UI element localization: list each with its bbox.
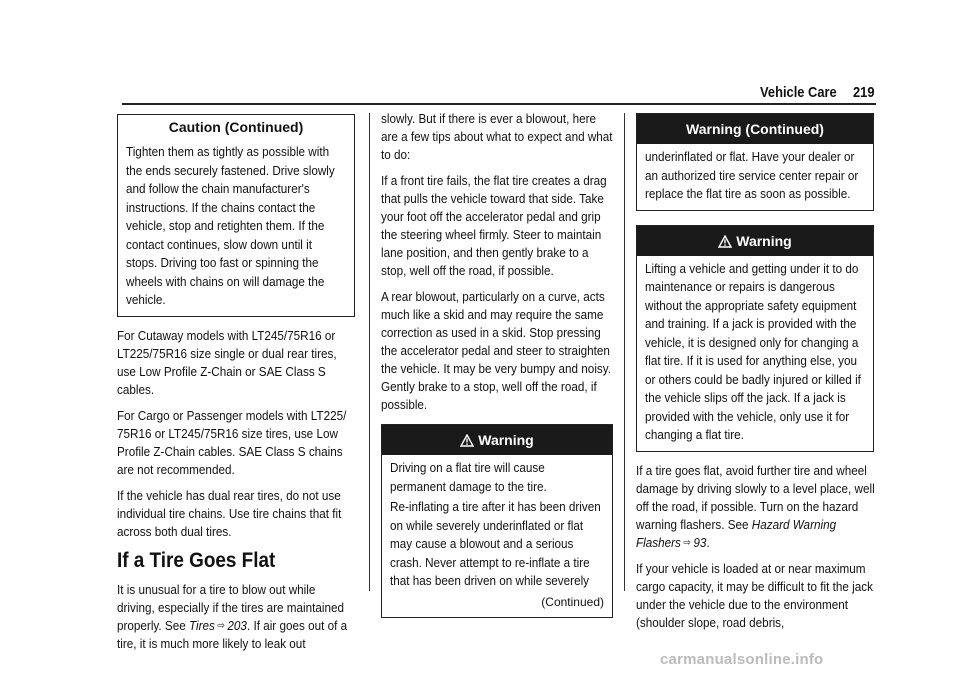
warning-triangle-icon <box>460 434 474 447</box>
warning-triangle-icon <box>718 235 732 248</box>
cross-reference-link[interactable]: Hazard Warning Flashers <box>636 516 837 550</box>
paragraph <box>117 407 355 479</box>
paragraph <box>117 327 355 399</box>
paragraph <box>636 462 876 553</box>
warning-text: Lifting a vehicle and getting under it to do maintenance or repairs is dangerous without the appropriate safety equipment and training. If a jack is provided with the vehicle, it is designed only for changing a flat tire. If it is used for anything else, you or others could be badly injured or killed if the vehicle slips off the jack. If a jack is provided with the vehicle, only use it for changing a flat tire. <box>645 260 861 442</box>
warning-header <box>637 226 873 256</box>
caution-text-body: Tighten them as tightly as possible with the ends securely fastened. Drive slowly and follow the chain manufacturer's instructions. If the chains contact the vehicle, stop and retighten them. If the contact continues, slow down until it stops. Driving too fast or spinning the wheels with chains on will damage the vehicle. <box>126 144 335 307</box>
column-divider <box>624 113 625 591</box>
paragraph-text <box>636 462 876 553</box>
column-1 <box>117 114 355 661</box>
paragraph-text <box>117 581 355 654</box>
page-number: 219 <box>853 84 875 101</box>
reference-arrow-icon: ⇨ <box>214 620 228 632</box>
caution-box <box>117 114 355 317</box>
warning-title: Warning <box>736 232 792 249</box>
paragraph-text: For Cargo or Passenger models with LT225/ 75R16 or LT245/75R16 size tires, use Low Profile Z-Chain cables. SAE Class S chains are not recommended. <box>117 407 347 477</box>
section-title: Vehicle Care <box>760 84 837 101</box>
paragraph <box>390 498 604 591</box>
text-run: . <box>706 534 710 550</box>
warning-continued-box <box>636 113 874 211</box>
paragraph <box>381 172 613 280</box>
column-2 <box>381 110 613 618</box>
watermark: carmanualsonline.info <box>660 651 824 668</box>
paragraph-text: If a front tire fails, the flat tire creates a drag that pulls the vehicle toward that side. Take your foot off the accelerator pedal and grip the steering wheel firmly. Steer to maintain lane position, and then gently brake to a stop, well off the road, if possible. <box>381 173 607 278</box>
paragraph-text: slowly. But if there is ever a blowout, here are a few tips about what to expect and what to do: <box>381 111 613 162</box>
continued-label: (Continued) <box>541 594 604 609</box>
warning-box <box>381 424 613 618</box>
paragraph-text: If your vehicle is loaded at or near maximum cargo capacity, it may be difficult to fit the jack under the vehicle due to the environment (shoulder slope, road debris, <box>636 561 873 631</box>
header-rule <box>122 103 876 105</box>
paragraph <box>117 581 355 654</box>
paragraph-text: A rear blowout, particularly on a curve, acts much like a skid and may require the same correction as used in a skid. Stop pressing the accelerator pedal and steer to straighten the vehicle. It may be very bumpy and noisy. Gently brake to a stop, well off the road, if possible. <box>381 289 612 412</box>
text-run: . If air goes out of a tire, it is much more likely to leak out <box>117 617 348 652</box>
warning-text: Re-inflating a tire after it has been driven on while severely underinflated or flat may cause a blowout and a serious crash. Never attempt to re-inflate a tire that has been driven on while severely <box>390 499 601 588</box>
warning-continued-body <box>637 144 873 210</box>
text-run: If a tire goes flat, avoid further tire and wheel damage by driving slowly to a level place, well off the road, if possible. Turn on the hazard warning flashers. See <box>636 462 875 532</box>
paragraph-text: If the vehicle has dual rear tires, do not use individual tire chains. Use tire chains that fit across both dual tires. <box>117 487 342 539</box>
warning-text: underinflated or flat. Have your dealer or an authorized tire service center repair or replace the flat tire as soon as possible. <box>645 149 859 201</box>
paragraph <box>381 288 613 414</box>
warning-title: Warning <box>478 432 534 448</box>
warning-box <box>636 225 874 452</box>
warning-continued-title: Warning (Continued) <box>637 114 873 144</box>
caution-text <box>118 139 354 316</box>
caution-title: Caution (Continued) <box>168 119 304 135</box>
section-heading <box>117 549 355 573</box>
warning-body <box>637 256 873 451</box>
reference-arrow-icon: ⇨ <box>680 537 694 549</box>
warning-header <box>382 425 612 455</box>
reference-page[interactable]: 203 <box>227 617 247 633</box>
paragraph <box>381 110 613 164</box>
cross-reference-link[interactable]: Tires <box>188 617 215 633</box>
text-run: It is unusual for a tire to blow out while driving, especially if the tires are maintained properly. See <box>117 581 344 633</box>
section-heading-text: If a Tire Goes Flat <box>117 548 276 572</box>
paragraph-text: For Cutaway models with LT245/75R16 or LT225/75R16 size single or dual rear tires, use Low Profile Z-Chain or SAE Class S cables. <box>117 327 337 397</box>
paragraph <box>117 487 355 541</box>
paragraph <box>636 560 876 632</box>
column-divider <box>369 113 370 591</box>
warning-body <box>382 455 612 617</box>
paragraph <box>390 459 604 496</box>
warning-text: Driving on a flat tire will cause permanent damage to the tire. <box>390 460 547 494</box>
reference-page[interactable]: 93 <box>693 534 707 550</box>
column-3 <box>636 113 876 640</box>
